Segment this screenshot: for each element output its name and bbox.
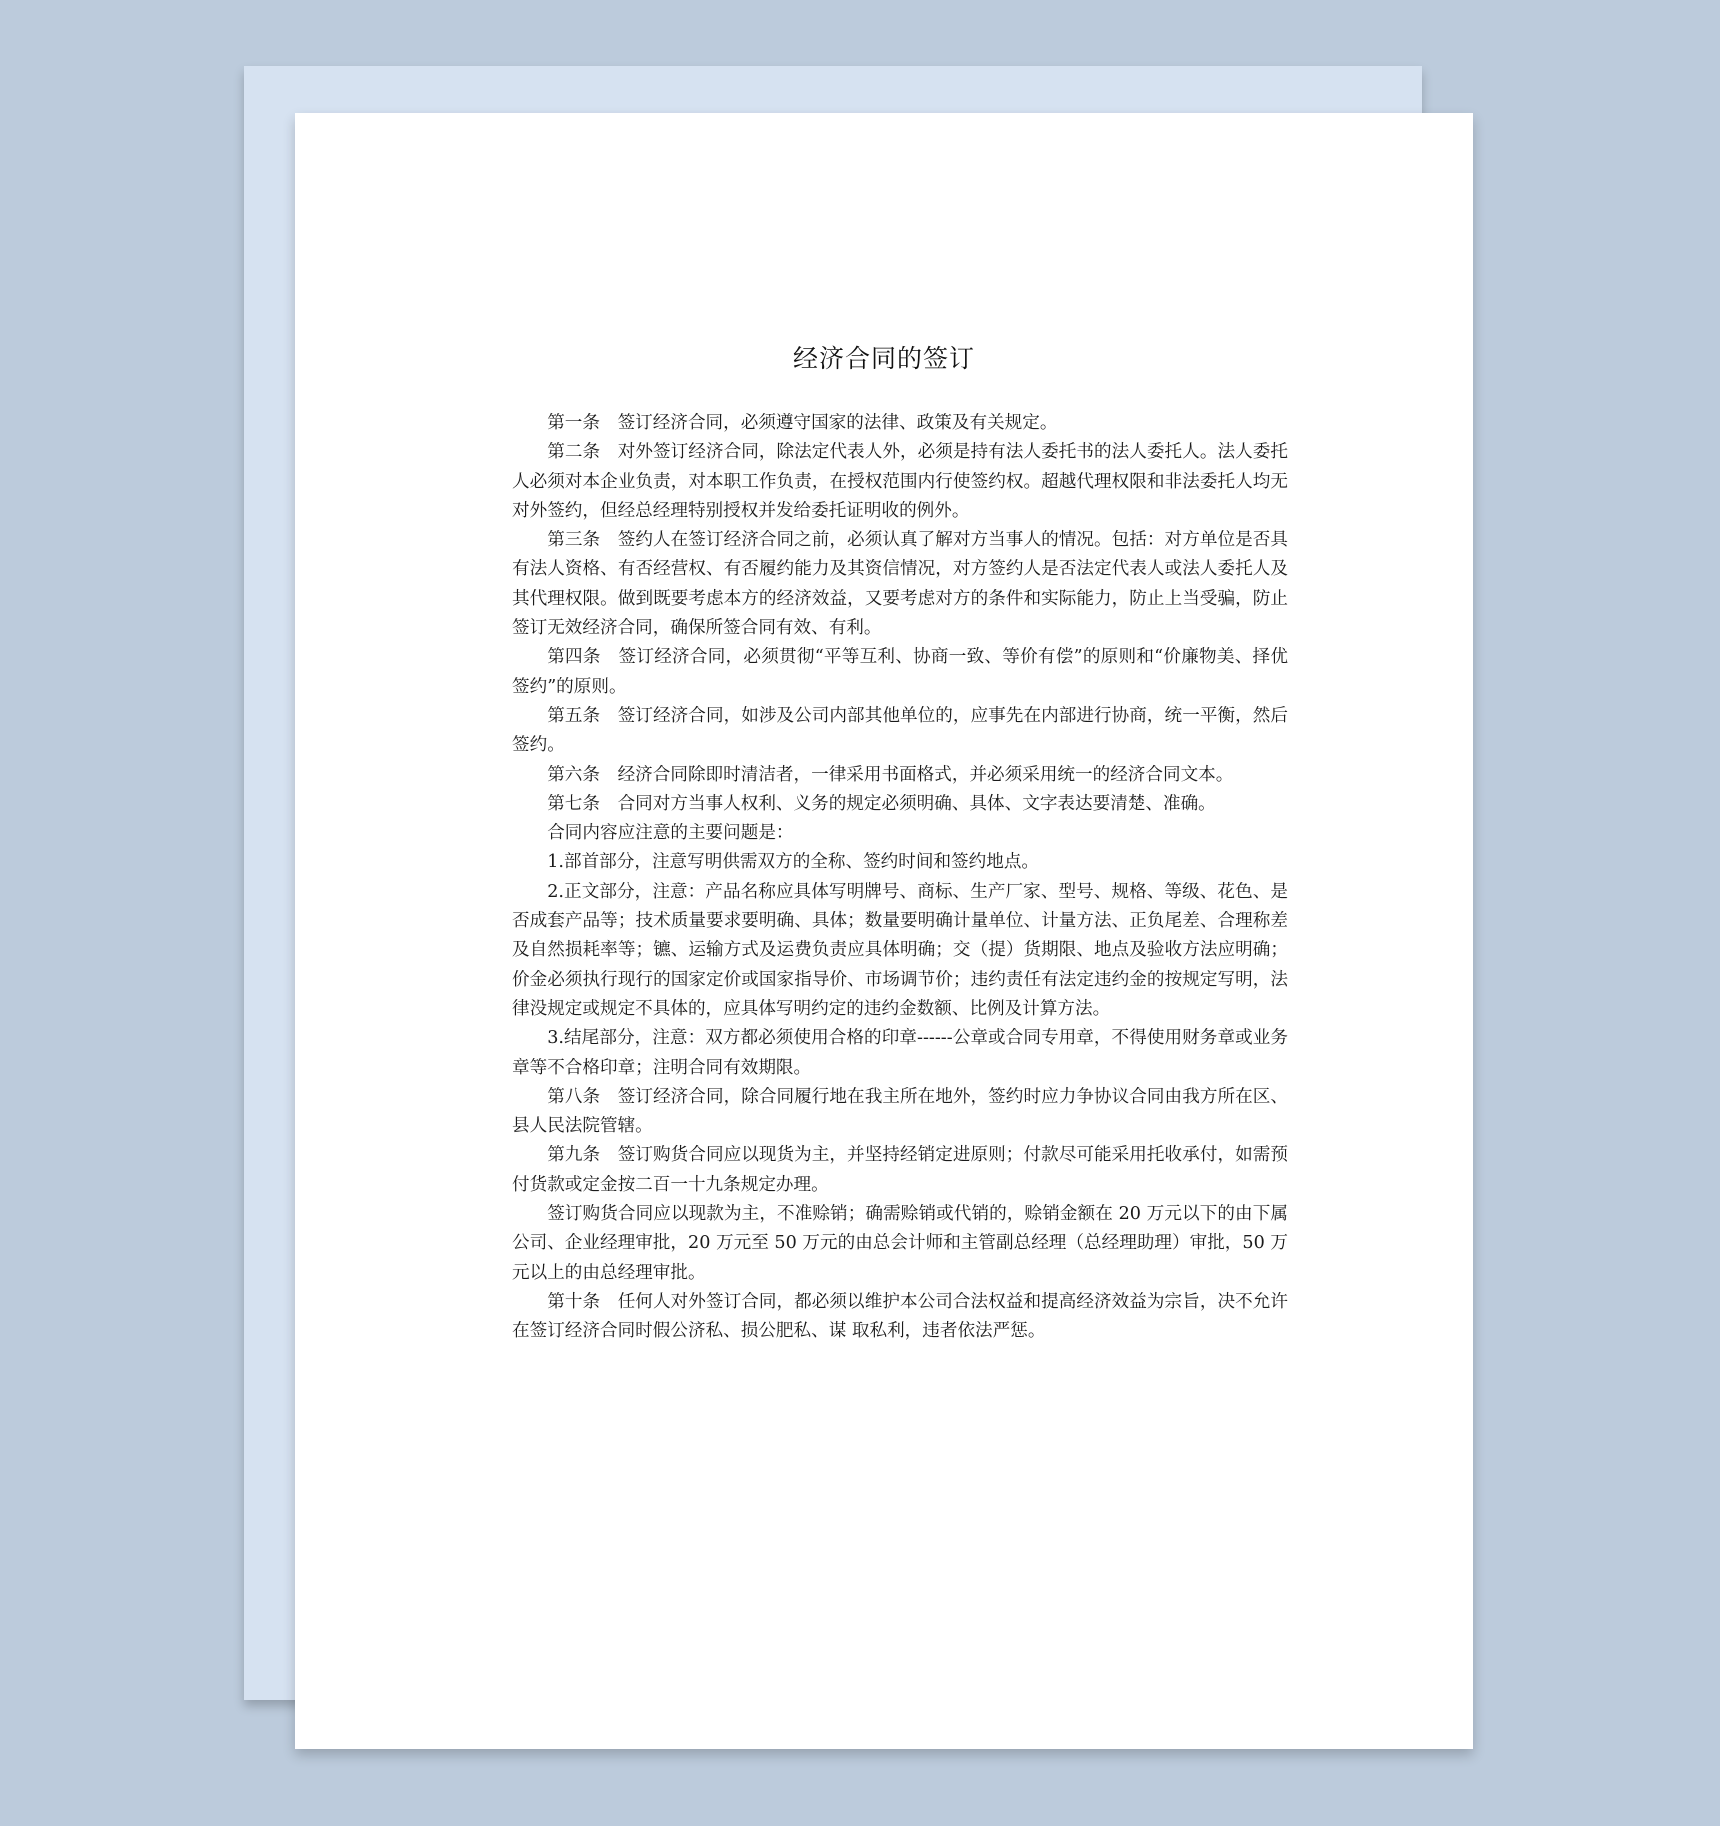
paragraph-article-6: 第六条 经济合同除即时清洁者，一律采用书面格式，并必须采用统一的经济合同文本。: [547, 764, 1234, 785]
document-page: [295, 113, 1473, 1749]
paragraph-article-9: 第九条 签订购货合同应以现货为主，并坚持经销定进原则；付款尽可能采用托收承付，如需预付货款或定金按二百一十九条规定办理。: [512, 1145, 1288, 1195]
paragraph-article-1: 第一条 签订经济合同，必须遵守国家的法律、政策及有关规定。: [547, 413, 1058, 433]
paragraph-purchase-terms: 签订购货合同应以现款为主，不准赊销；确需赊销或代销的，赊销金额在 20 万元以下的由下属公司、企业经理审批，20 万元至 50 万元的由总会计师和主管副总经理（总经理助理）审批，50 万元以上的由总经理审批。: [512, 1204, 1288, 1283]
paragraph-item-2: 2.正文部分，注意：产品名称应具体写明牌号、商标、生产厂家、型号、规格、等级、花色、是否成套产品等；技术质量要求要明确、具体；数量要明确计量单位、计量方法、正负尾差、合理称差及自然损耗率等；镳、运输方式及运费负责应具体明确；交（提）货期限、地点及验收方法应明确；价金必须执行现行的国家定价或国家指导价、市场调节价；违约责任有法定违约金的按规定写明，法律没规定或规定不具体的，应具体写明约定的违约金数额、比例及计算方法。: [512, 881, 1288, 1019]
paragraph-article-5: 第五条 签订经济合同，如涉及公司内部其他单位的，应事先在内部进行协商，统一平衡，然后签约。: [512, 705, 1288, 756]
paragraph-item-3: 3.结尾部分，注意：双方都必须使用合格的印章------公章或合同专用章，不得使用财务章或业务章等不合格印章；注明合同有效期限。: [512, 1028, 1288, 1078]
document-title: 经济合同的签订: [792, 344, 975, 373]
paragraph-article-2: 第二条 对外签订经济合同，除法定代表人外，必须是持有法人委托书的法人委托人。法人委托人必须对本企业负责，对本职工作负责，在授权范围内行使签约权。超越代理权限和非法委托人均无对外签约，但经总经理特别授权并发给委托证明收的例外。: [512, 442, 1288, 521]
paragraph-article-8: 第八条 签订经济合同，除合同履行地在我主所在地外，签约时应力争协议合同由我方所在区、县人民法院管辖。: [512, 1086, 1288, 1137]
document-body: [512, 409, 1288, 1347]
paragraph-article-7: 第七条 合同对方当事人权利、义务的规定必须明确、具体、文字表达要清楚、准确。: [547, 793, 1216, 814]
paragraph-article-3: 第三条 签约人在签订经济合同之前，必须认真了解对方当事人的情况。包括：对方单位是否具有法人资格、有否经营权、有否履约能力及其资信情况，对方签约人是否法定代表人或法人委托人及其代理权限。做到既要考虑本方的经济效益，又要考虑对方的条件和实际能力，防止上当受骗，防止签订无效经济合同，确保所签合同有效、有利。: [512, 530, 1288, 639]
paragraph-article-10: 第十条 任何人对外签订合同，都必须以维护本公司合法权益和提高经济效益为宗旨，决不允许在签订经济合同时假公济私、损公肥私、谋 取私利，违者依法严惩。: [512, 1291, 1288, 1342]
paragraph-article-4: 第四条 签订经济合同，必须贯彻“平等互利、协商一致、等价有偿”的原则和“价廉物美、择优签约”的原则。: [512, 647, 1288, 697]
paragraph-item-1: 1.部首部分，注意写明供需双方的全称、签约时间和签约地点。: [547, 852, 1040, 873]
paragraph-content-issues: 合同内容应注意的主要问题是：: [547, 823, 794, 844]
